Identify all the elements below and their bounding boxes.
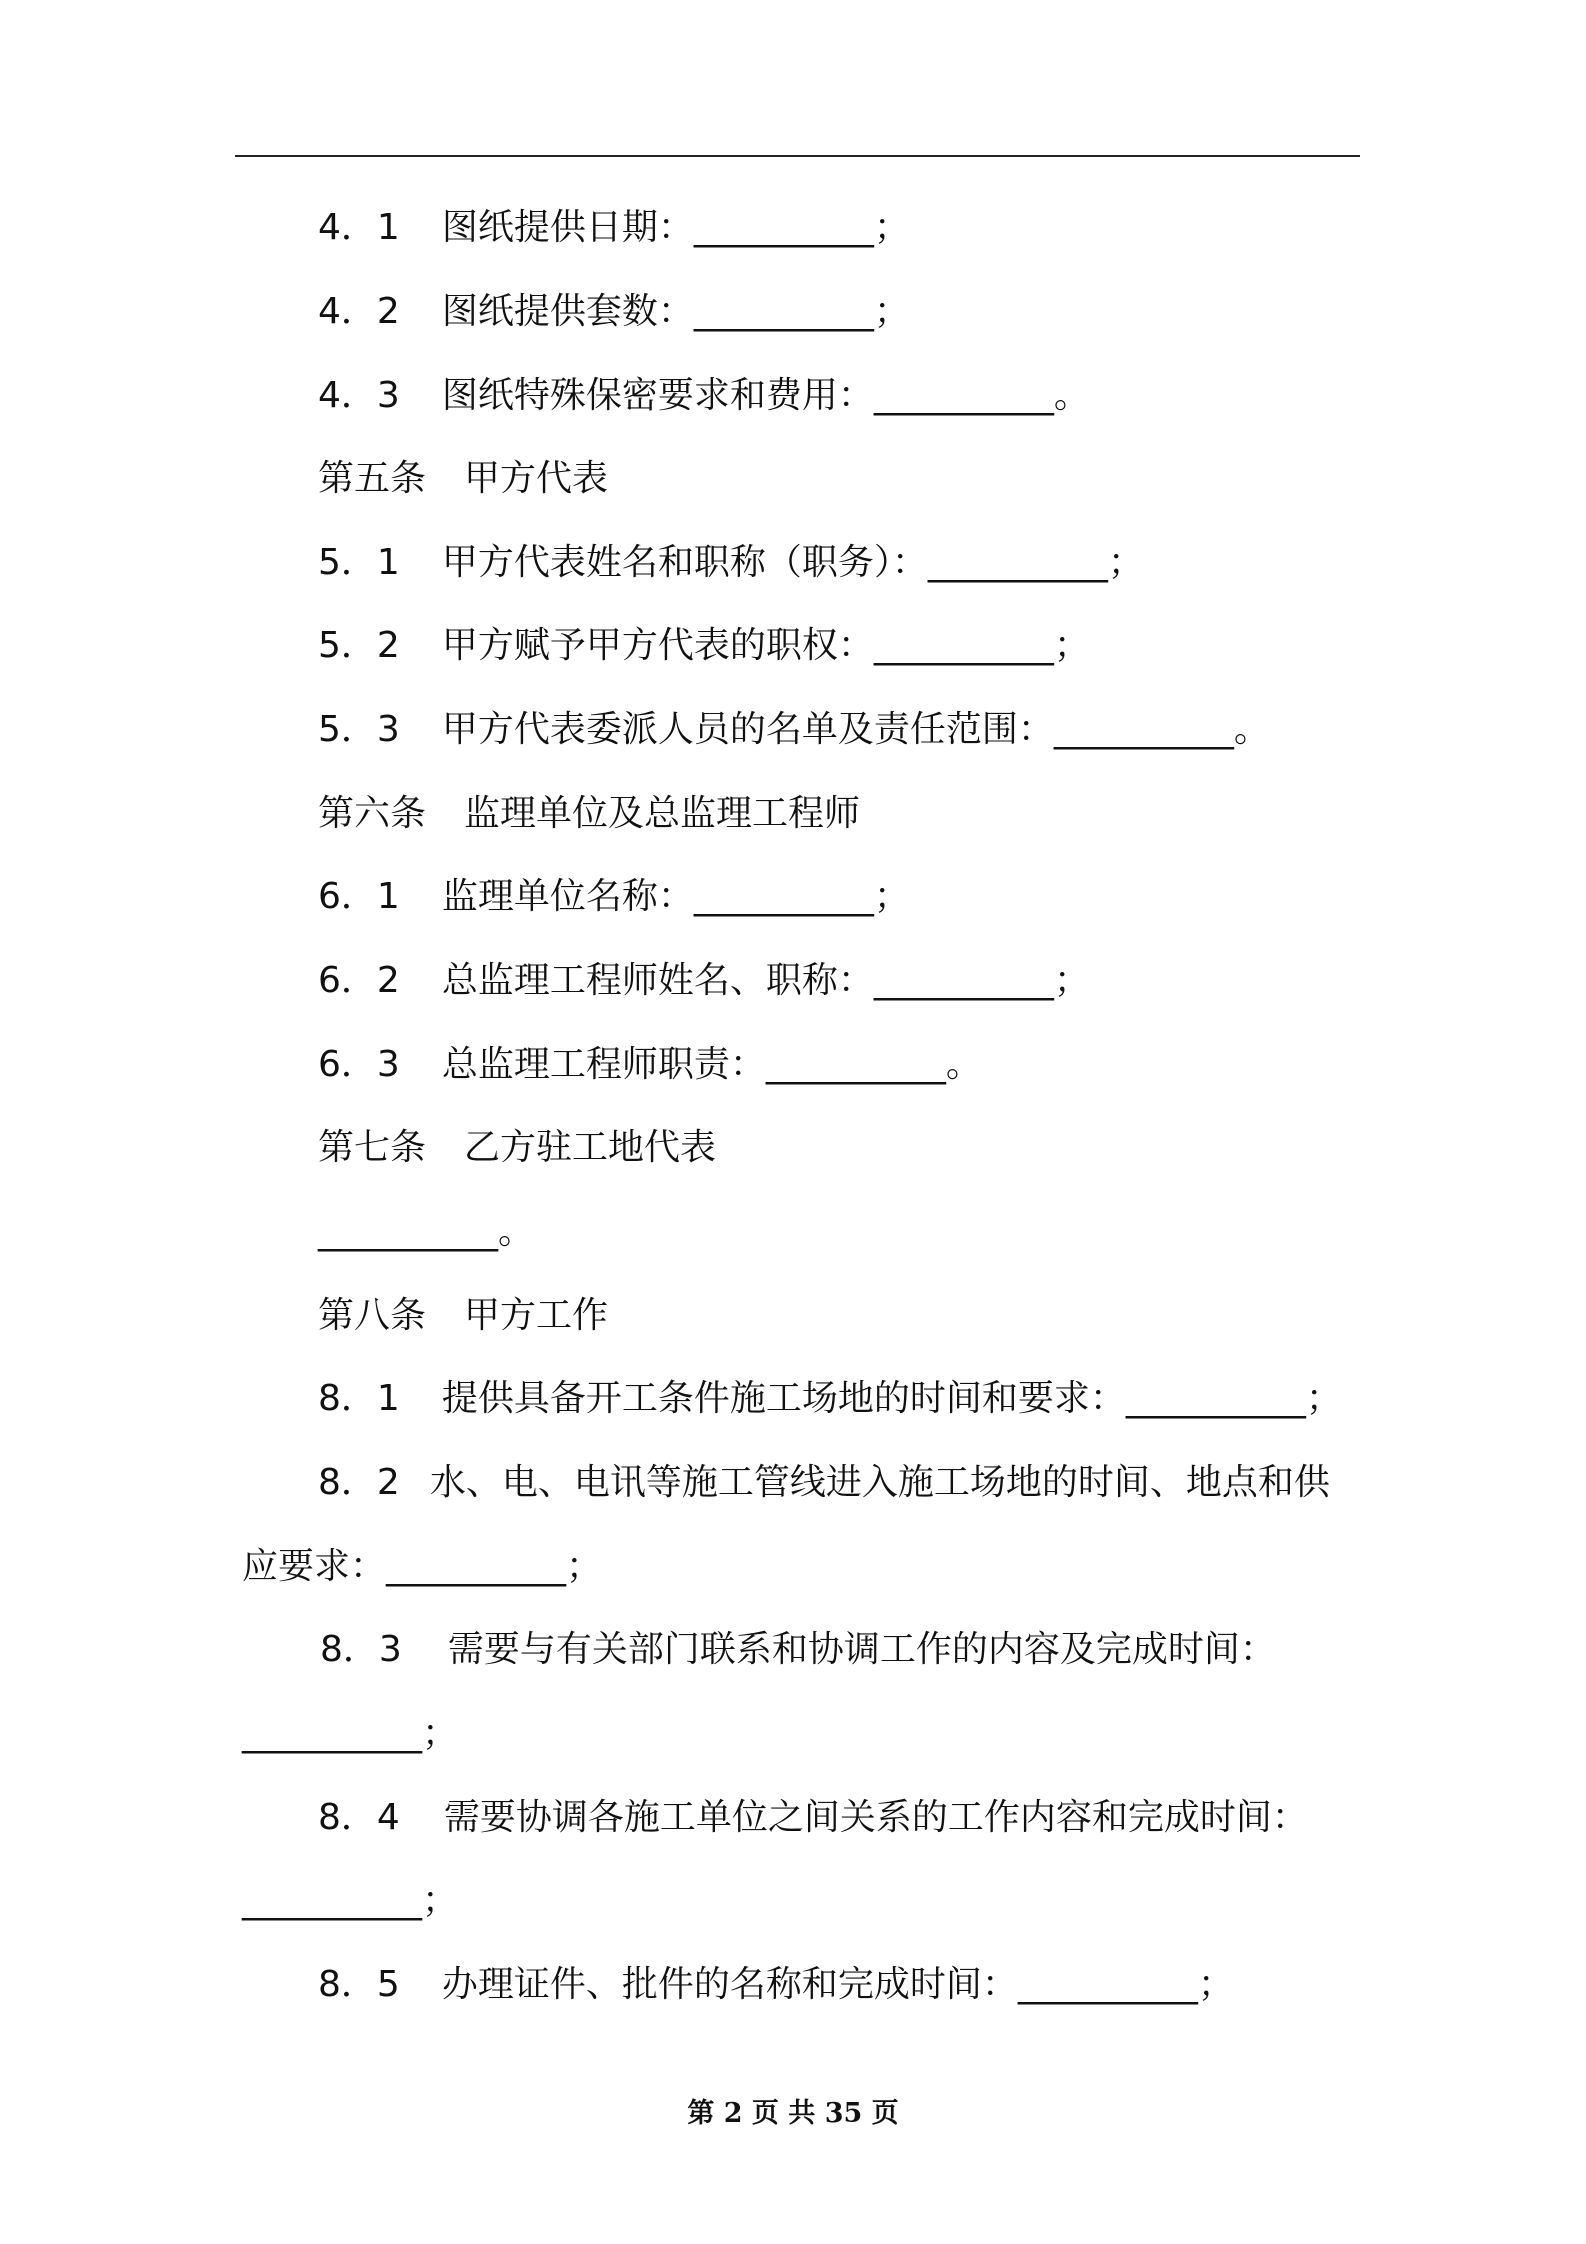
clause-text: 图纸提供日期：__________； bbox=[441, 207, 910, 248]
clause-text: 水、电、电讯等施工管线进入施工场地的时间、地点和供 bbox=[429, 1462, 1330, 1503]
clause-8-2-continued bbox=[242, 1543, 602, 1591]
clause-text: 需要协调各施工单位之间关系的工作内容和完成时间： bbox=[443, 1797, 1308, 1838]
clause-8-1 bbox=[318, 1375, 1342, 1423]
clause-text: 需要与有关部门联系和协调工作的内容及完成时间： bbox=[447, 1629, 1276, 1670]
clause-number: 4．3 bbox=[318, 375, 400, 416]
clause-number: 5．2 bbox=[318, 625, 400, 666]
article-number: 第五条 bbox=[318, 458, 427, 499]
clause-number: 4．2 bbox=[318, 291, 400, 332]
blank-field: __________； bbox=[242, 1713, 459, 1754]
clause-5-2 bbox=[318, 622, 1090, 670]
article-6-heading bbox=[318, 790, 860, 838]
clause-4-1 bbox=[318, 204, 910, 252]
clause-text: 甲方代表委派人员的名单及责任范围：__________。 bbox=[441, 709, 1270, 750]
clause-6-2 bbox=[318, 957, 1090, 1005]
clause-number: 6．2 bbox=[318, 960, 400, 1001]
blank-field: __________； bbox=[242, 1880, 459, 1921]
clause-text: 提供具备开工条件施工场地的时间和要求：__________； bbox=[441, 1378, 1342, 1419]
clause-4-2 bbox=[318, 288, 910, 336]
clause-number: 6．1 bbox=[318, 876, 400, 917]
clause-text: 图纸特殊保密要求和费用：__________。 bbox=[441, 375, 1090, 416]
article-number: 第六条 bbox=[318, 793, 427, 834]
article-5-heading bbox=[318, 455, 608, 503]
clause-number: 8．2 bbox=[318, 1462, 400, 1503]
blank-field: __________。 bbox=[318, 1211, 535, 1252]
page-footer: 第 2 页 共 35 页 bbox=[687, 2098, 899, 2129]
clause-text: 甲方赋予甲方代表的职权：__________； bbox=[441, 625, 1090, 666]
clause-number: 6．3 bbox=[318, 1044, 400, 1085]
clause-5-1 bbox=[318, 539, 1144, 587]
article-7-heading bbox=[318, 1124, 716, 1172]
article-title: 甲方工作 bbox=[464, 1295, 609, 1336]
clause-6-3 bbox=[318, 1041, 982, 1089]
article-number: 第八条 bbox=[318, 1295, 427, 1336]
article-7-blank bbox=[318, 1208, 534, 1256]
article-title: 乙方驻工地代表 bbox=[464, 1127, 717, 1168]
article-8-heading bbox=[318, 1292, 608, 1340]
clause-number: 8．3 bbox=[320, 1629, 402, 1670]
clause-number: 5．1 bbox=[318, 542, 400, 583]
clause-text: 图纸提供套数：__________； bbox=[441, 291, 910, 332]
clause-number: 8．4 bbox=[318, 1797, 400, 1838]
clause-number: 4．1 bbox=[318, 207, 400, 248]
clause-number: 8．1 bbox=[318, 1378, 400, 1419]
clause-5-3 bbox=[318, 706, 1270, 754]
article-title: 监理单位及总监理工程师 bbox=[464, 793, 861, 834]
clause-8-4-continued bbox=[242, 1877, 458, 1925]
clause-8-3-continued bbox=[242, 1710, 458, 1758]
clause-text: 甲方代表姓名和职称（职务）：__________； bbox=[441, 542, 1144, 583]
clause-number: 8．5 bbox=[318, 1964, 400, 2005]
clause-8-2 bbox=[318, 1459, 1330, 1507]
clause-4-3 bbox=[318, 372, 1090, 420]
clause-8-3 bbox=[320, 1626, 1276, 1674]
clause-number: 5．3 bbox=[318, 709, 400, 750]
article-number: 第七条 bbox=[318, 1127, 427, 1168]
clause-6-1 bbox=[318, 873, 910, 921]
header-rule bbox=[235, 155, 1360, 157]
clause-text: 总监理工程师职责：__________。 bbox=[441, 1044, 982, 1085]
clause-text: 办理证件、批件的名称和完成时间：__________； bbox=[441, 1964, 1234, 2005]
clause-8-4 bbox=[318, 1794, 1308, 1842]
clause-text: 应要求：__________； bbox=[242, 1546, 603, 1587]
clause-8-5 bbox=[318, 1961, 1234, 2009]
clause-text: 监理单位名称：__________； bbox=[441, 876, 910, 917]
article-title: 甲方代表 bbox=[464, 458, 609, 499]
clause-text: 总监理工程师姓名、职称：__________； bbox=[441, 960, 1090, 1001]
